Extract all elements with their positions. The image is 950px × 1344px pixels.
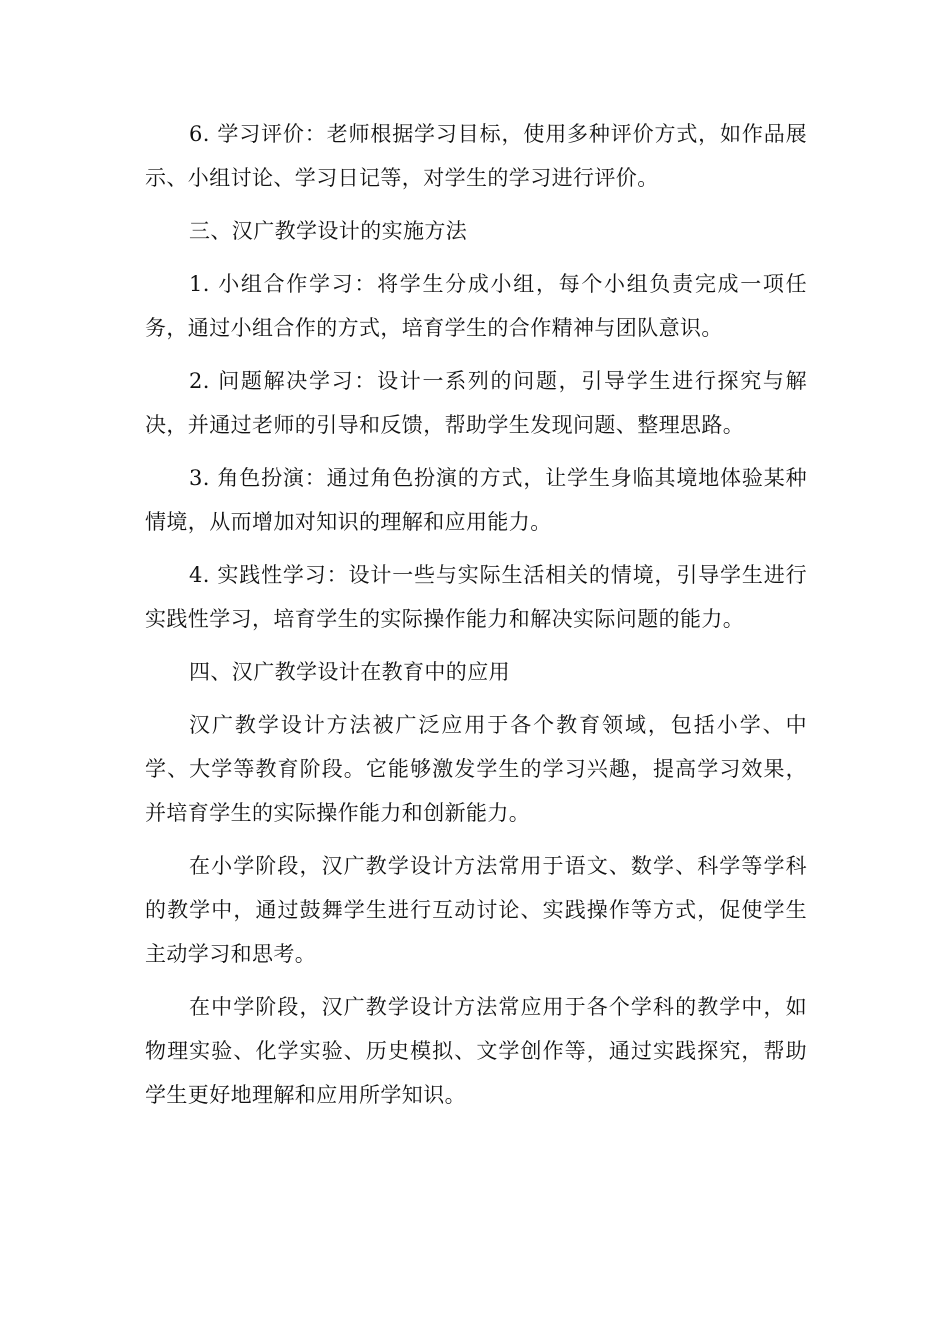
paragraph-group-learning-item: 1. 小组合作学习：将学生分成小组，每个小组负责完成一项任务，通过小组合作的方式，培育学生的合作精神与团队意识。 xyxy=(145,272,807,340)
paragraph-role-play-item: 3. 角色扮演：通过角色扮演的方式，让学生身临其境地体验某种情境，从而增加对知识的理解和应用能力。 xyxy=(145,466,807,534)
paragraph-practice-learning-item: 4. 实践性学习：设计一些与实际生活相关的情境，引导学生进行实践性学习，培育学生的实际操作能力和解决实际问题的能力。 xyxy=(145,563,807,631)
paragraph-primary-school: 在小学阶段，汉广教学设计方法常用于语文、数学、科学等学科的教学中，通过鼓舞学生进行互动讨论、实践操作等方式，促使学生主动学习和思考。 xyxy=(145,854,807,966)
paragraph-middle-school: 在中学阶段，汉广教学设计方法常应用于各个学科的教学中，如物理实验、化学实验、历史模拟、文学创作等，通过实践探究，帮助学生更好地理解和应用所学知识。 xyxy=(145,995,807,1107)
document-body xyxy=(145,112,807,1126)
paragraph-application-overview: 汉广教学设计方法被广泛应用于各个教育领域，包括小学、中学、大学等教育阶段。它能够激发学生的学习兴趣，提高学习效果，并培育学生的实际操作能力和创新能力。 xyxy=(145,713,807,825)
section-heading-application: 四、汉广教学设计在教育中的应用 xyxy=(189,660,510,684)
section-heading-implementation: 三、汉广教学设计的实施方法 xyxy=(189,219,468,243)
paragraph-problem-solving-item: 2. 问题解决学习：设计一系列的问题，引导学生进行探究与解决，并通过老师的引导和反馈，帮助学生发现问题、整理思路。 xyxy=(145,369,807,437)
paragraph-evaluation-item: 6. 学习评价：老师根据学习目标，使用多种评价方式，如作品展示、小组讨论、学习日记等，对学生的学习进行评价。 xyxy=(145,122,807,190)
